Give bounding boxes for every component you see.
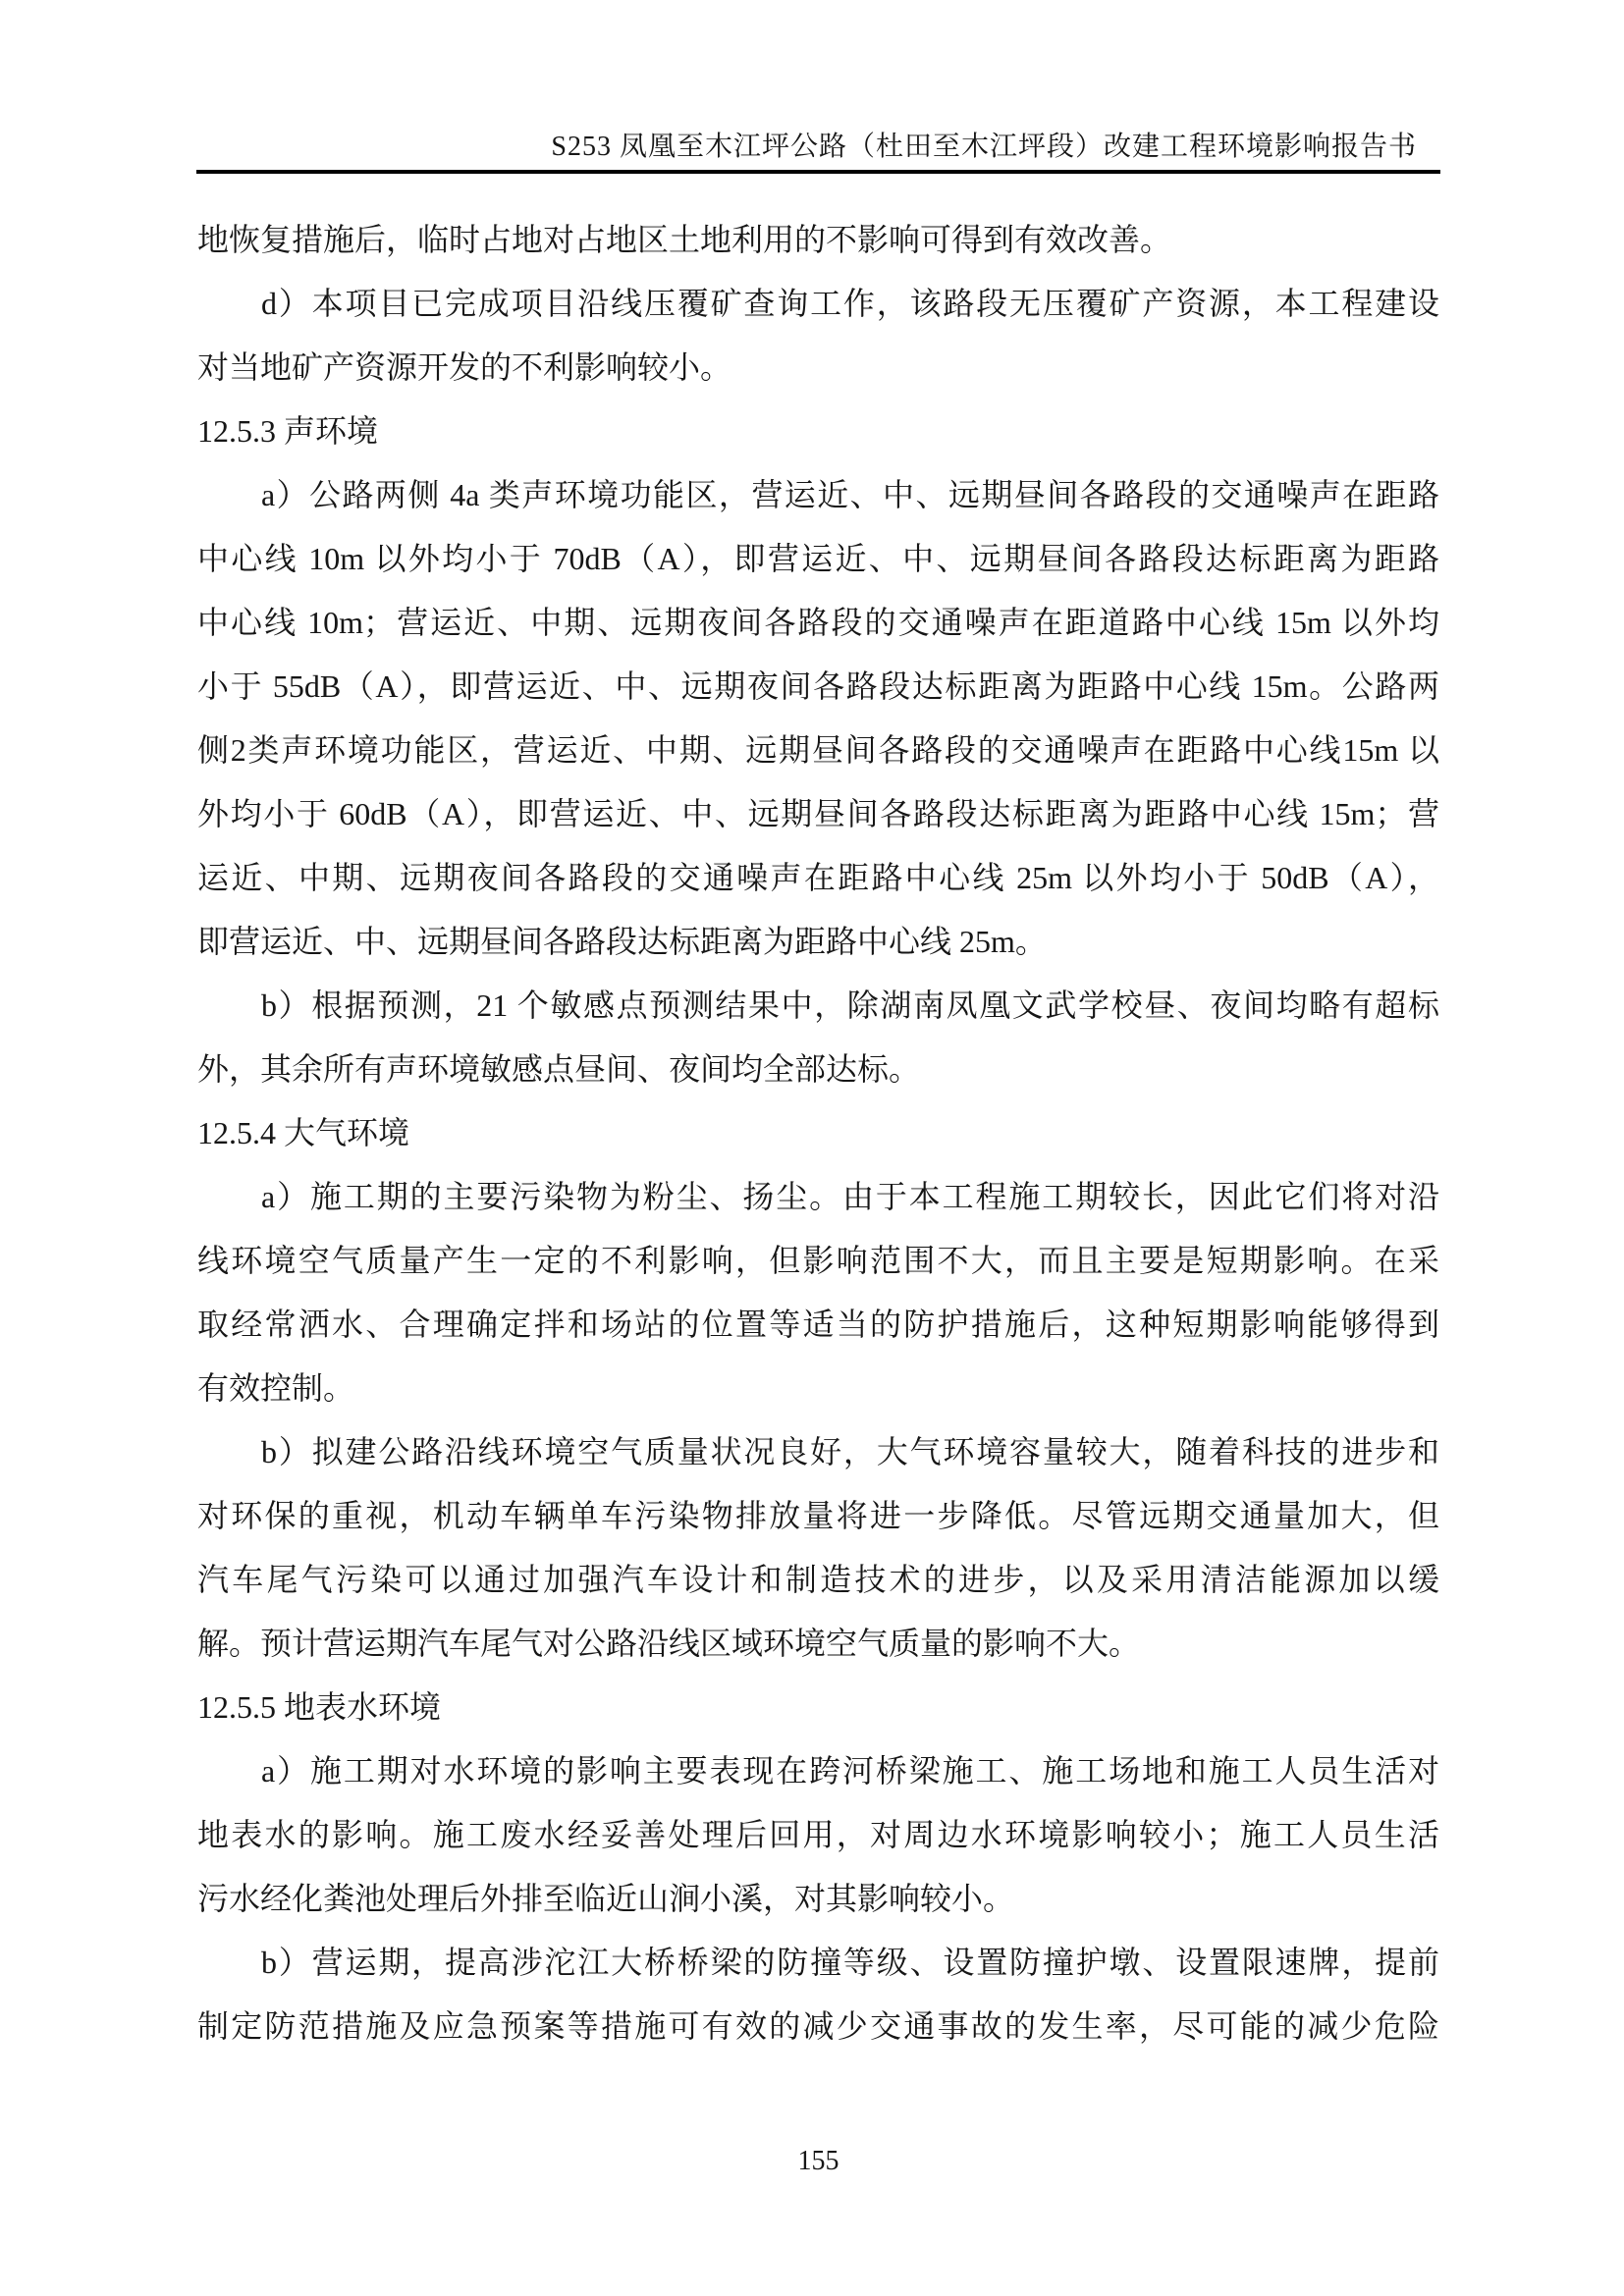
section-heading: 12.5.4 大气环境 <box>197 1115 410 1150</box>
page-number: 155 <box>797 2146 839 2176</box>
text-line: 外均小于 60dB（A），即营运近、中、远期昼间各路段达标距离为距路中心线 15m；营 <box>197 796 1439 831</box>
text-line: 侧2类声环境功能区，营运近、中期、远期昼间各路段的交通噪声在距路中心线15m 以 <box>197 732 1439 768</box>
text-line: b）根据预测，21 个敏感点预测结果中，除湖南凤凰文武学校昼、夜间均略有超标 <box>261 988 1439 1023</box>
text-line: a）施工期的主要污染物为粉尘、扬尘。由于本工程施工期较长，因此它们将对沿 <box>261 1179 1439 1214</box>
text-line: b）营运期，提高涉沱江大桥桥梁的防撞等级、设置防撞护墩、设置限速牌，提前 <box>261 1945 1439 1980</box>
header-rule <box>196 170 1440 174</box>
text-line: 解。预计营运期汽车尾气对公路沿线区域环境空气质量的影响不大。 <box>197 1626 1141 1661</box>
text-line: 小于 55dB（A），即营运近、中、远期夜间各路段达标距离为距路中心线 15m。公路两 <box>197 668 1439 704</box>
section-heading: 12.5.5 地表水环境 <box>197 1689 442 1725</box>
text-line: 对当地矿产资源开发的不利影响较小。 <box>197 349 732 385</box>
text-line: a）施工期对水环境的影响主要表现在跨河桥梁施工、施工场地和施工人员生活对 <box>261 1753 1439 1789</box>
text-line: 中心线 10m 以外均小于 70dB（A），即营运近、中、远期昼间各路段达标距离为距路 <box>197 541 1439 576</box>
text-line: 制定防范措施及应急预案等措施可有效的减少交通事故的发生率，尽可能的减少危险 <box>197 2008 1439 2044</box>
text-line: 取经常洒水、合理确定拌和场站的位置等适当的防护措施后，这种短期影响能够得到 <box>197 1307 1439 1342</box>
page-footer <box>196 2145 1440 2178</box>
text-line: 汽车尾气污染可以通过加强汽车设计和制造技术的进步，以及采用清洁能源加以缓 <box>197 1562 1439 1597</box>
text-line: 有效控制。 <box>197 1370 355 1406</box>
text-line: 中心线 10m；营运近、中期、远期夜间各路段的交通噪声在距道路中心线 15m 以外均 <box>197 605 1439 640</box>
text-line: b）拟建公路沿线环境空气质量状况良好，大气环境容量较大，随着科技的进步和 <box>261 1434 1439 1469</box>
text-line: 运近、中期、远期夜间各路段的交通噪声在距路中心线 25m 以外均小于 50dB（A）， <box>197 860 1439 895</box>
text-line: 污水经化粪池处理后外排至临近山涧小溪，对其影响较小。 <box>197 1881 1015 1916</box>
text-line: d）本项目已完成项目沿线压覆矿查询工作，该路段无压覆矿产资源，本工程建设 <box>261 286 1439 321</box>
text-line: 外，其余所有声环境敏感点昼间、夜间均全部达标。 <box>197 1051 921 1087</box>
text-line: 地恢复措施后，临时占地对占地区土地利用的不影响可得到有效改善。 <box>197 222 1172 257</box>
document-body <box>197 208 1439 2058</box>
text-line: 线环境空气质量产生一定的不利影响，但影响范围不大，而且主要是短期影响。在采 <box>197 1243 1439 1278</box>
header-title: S253 凤凰至木江坪公路（杜田至木江坪段）改建工程环境影响报告书 <box>551 132 1417 162</box>
text-line: 对环保的重视，机动车辆单车污染物排放量将进一步降低。尽管远期交通量加大，但 <box>197 1498 1439 1533</box>
text-line: 地表水的影响。施工废水经妥善处理后回用，对周边水环境影响较小；施工人员生活 <box>197 1817 1439 1852</box>
section-heading: 12.5.3 声环境 <box>197 413 379 449</box>
text-line: a）公路两侧 4a 类声环境功能区，营运近、中、远期昼间各路段的交通噪声在距路 <box>261 477 1439 512</box>
text-line: 即营运近、中、远期昼间各路段达标距离为距路中心线 25m。 <box>197 924 1047 959</box>
